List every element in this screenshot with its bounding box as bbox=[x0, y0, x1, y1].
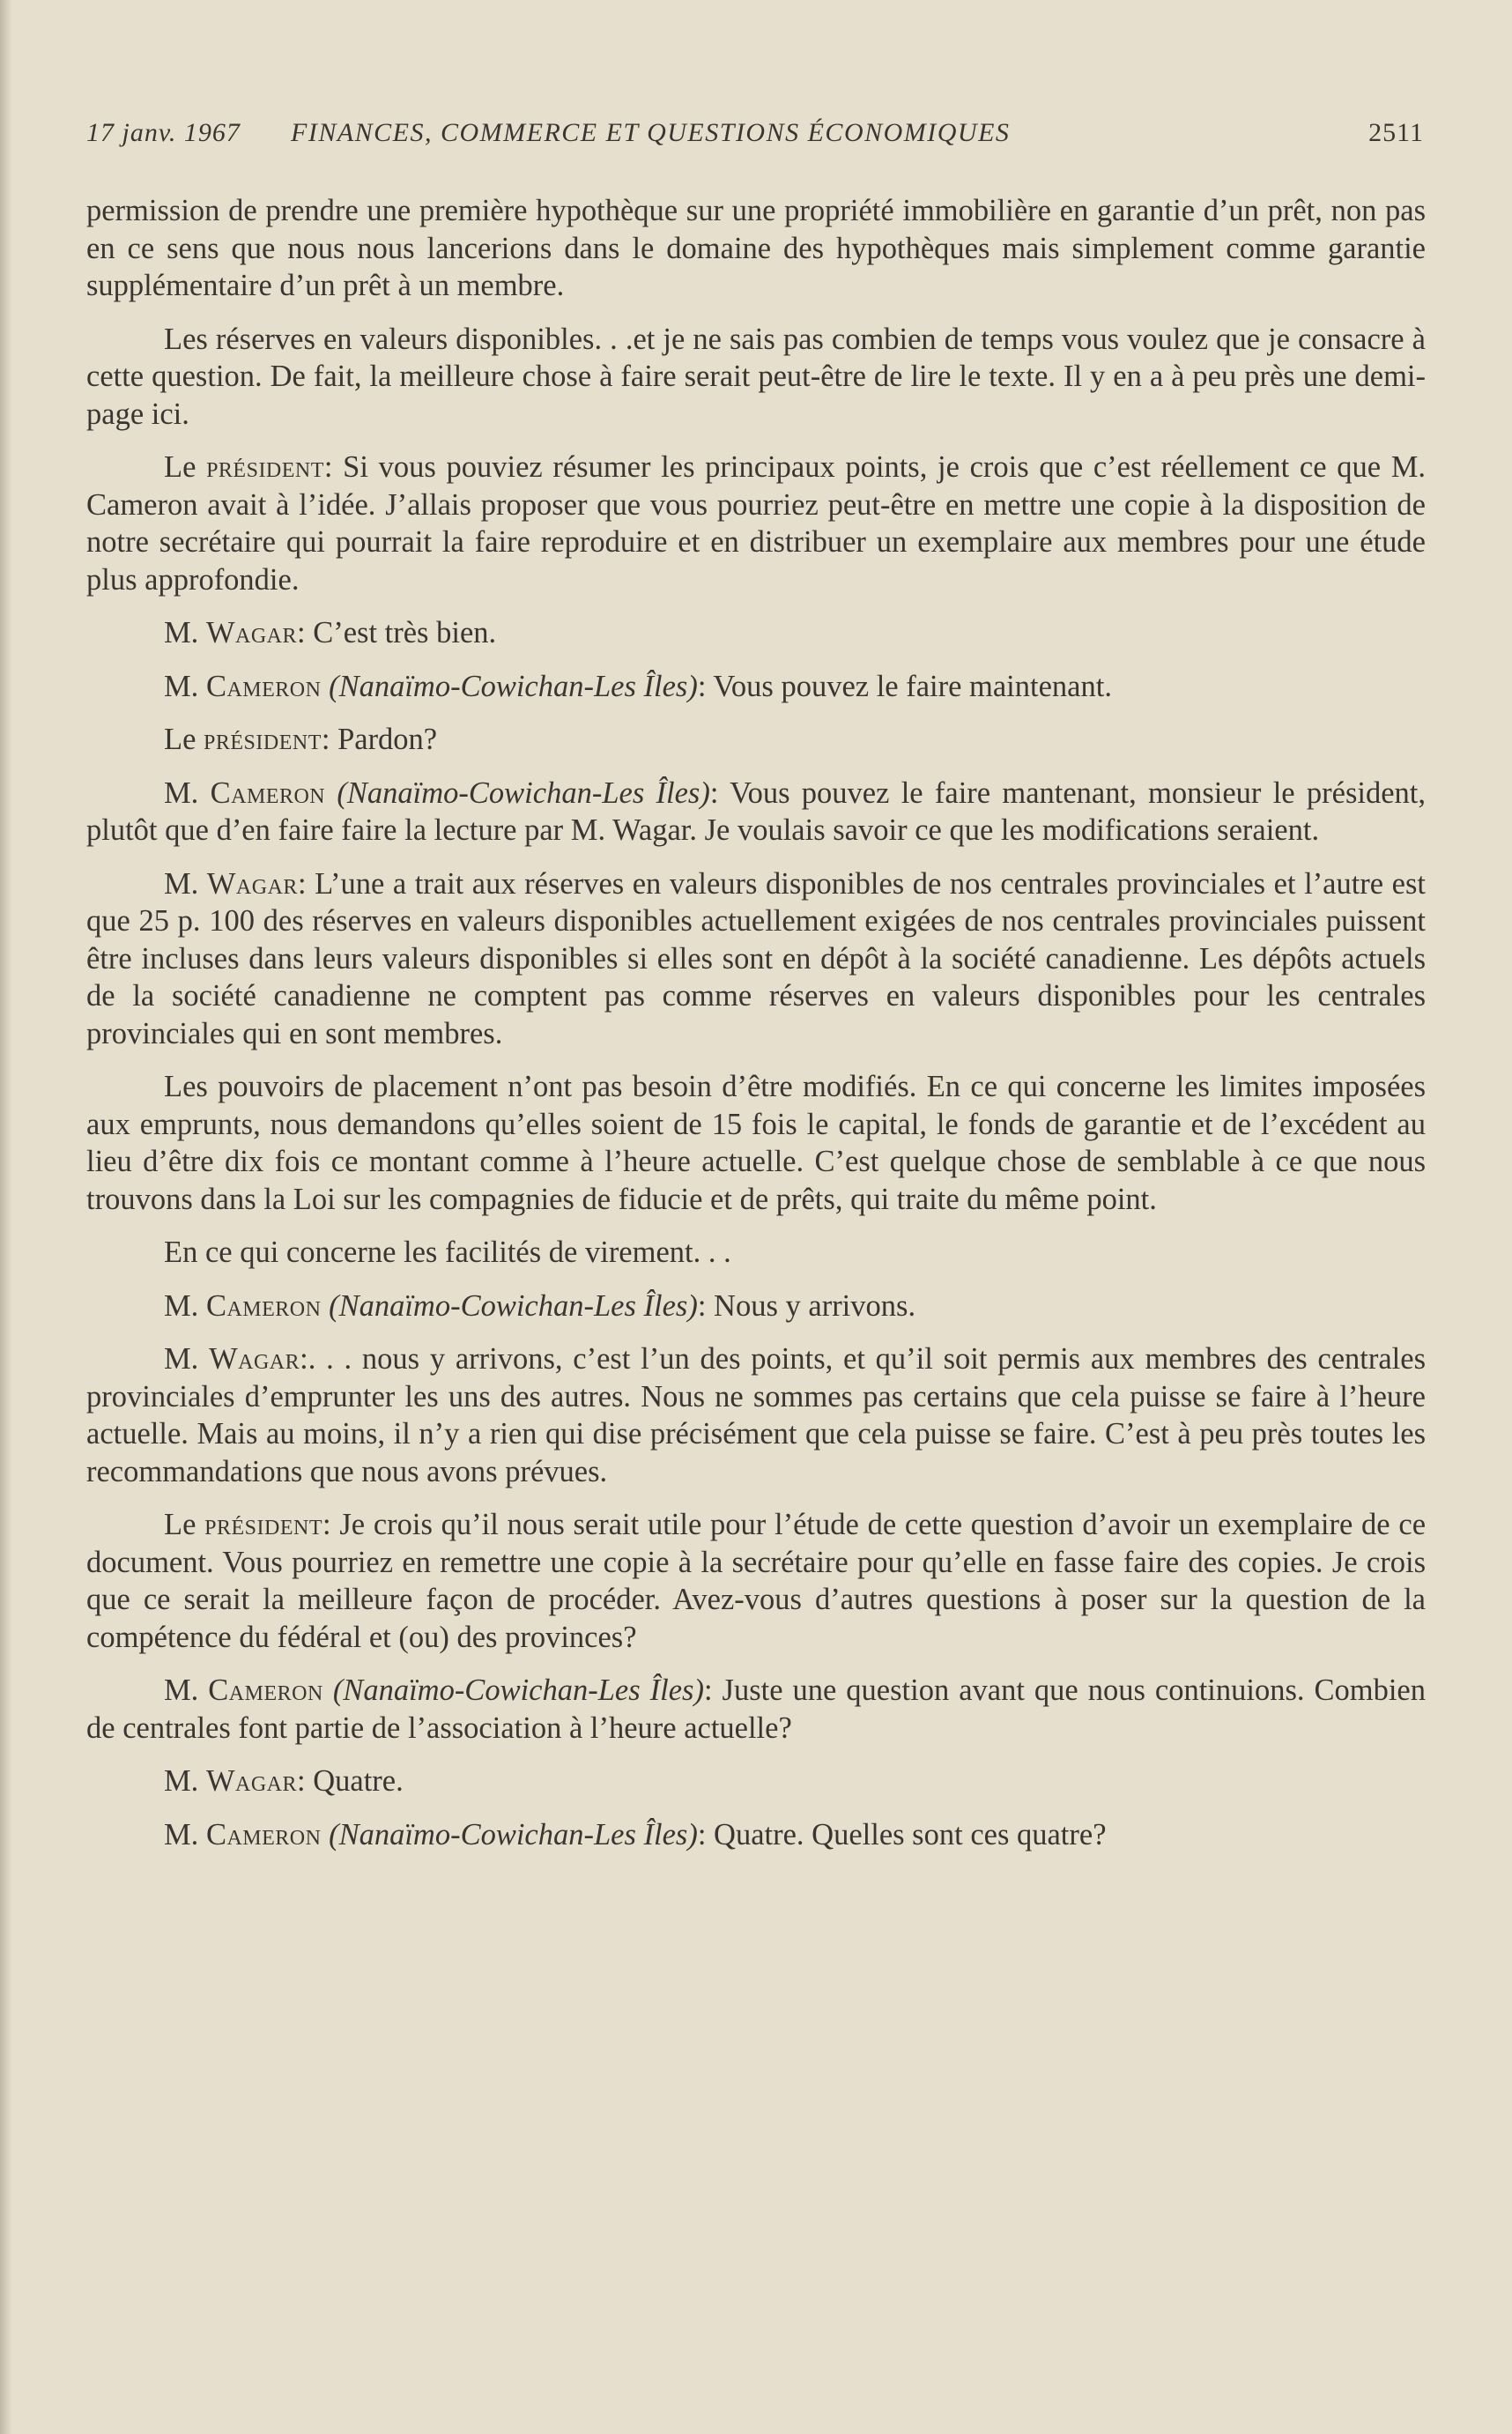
speaker-name: Wagar bbox=[209, 1342, 300, 1376]
header-date: 17 janv. 1967 bbox=[86, 118, 241, 147]
speaker-name: Wagar bbox=[205, 1764, 298, 1798]
speech-text: : Quatre. bbox=[297, 1764, 404, 1798]
speaker-name: Cameron bbox=[205, 1288, 322, 1323]
speaker-prefix: Le bbox=[164, 723, 204, 756]
speaker-prefix: M. bbox=[164, 1342, 210, 1376]
speaker-name: Cameron bbox=[205, 1817, 322, 1851]
paragraph bbox=[86, 1234, 1426, 1272]
speech-text: : Pardon? bbox=[321, 723, 438, 756]
speaker-riding: (Nanaïmo-Cowichan-Les Îles) bbox=[337, 775, 710, 810]
speech-paragraph bbox=[86, 775, 1426, 850]
speaker-riding: (Nanaïmo-Cowichan-Les Îles) bbox=[332, 1673, 704, 1707]
transcript-body bbox=[86, 192, 1426, 1869]
speaker-name: Cameron bbox=[210, 775, 326, 810]
speech-text: : Juste une question avant que nous continuions. Combien de centrales font partie de l’association à l’heure actuelle? bbox=[86, 1673, 1426, 1745]
speaker-prefix: M. bbox=[164, 669, 206, 703]
speaker-name: Wagar bbox=[205, 616, 298, 649]
speaker-prefix: M. bbox=[164, 1817, 206, 1851]
speech-paragraph bbox=[86, 614, 1426, 652]
speech-paragraph bbox=[86, 721, 1426, 759]
speaker-prefix: M. bbox=[164, 775, 211, 810]
speech-paragraph bbox=[86, 1672, 1426, 1747]
paragraph bbox=[86, 321, 1426, 434]
speech-paragraph bbox=[86, 668, 1426, 706]
speech-text: : Je crois qu’il nous serait utile pour l’étude de cette question d’avoir un exemplaire de ce document. Vous pourriez en remettre une copie à la secrétaire pour qu’elle en fasse faire des copies. Je crois que ce serait la meilleure façon de procéder. Avez-vous d’autres questions à poser sur la question de la compétence du fédéral et (ou) des provinces? bbox=[86, 1508, 1427, 1654]
speech-text: :. . . nous y arrivons, c’est l’un des points, et qu’il soit permis aux membres des centrales provinciales d’emprunter les uns des autres. Nous ne sommes pas certains que cela puisse se faire à l’heure actuelle. Mais au moins, il n’y a rien qui dise précisément que cela puisse se faire. C’est à peu près toutes les recommandations que nous avons prévues. bbox=[86, 1342, 1426, 1488]
speech-paragraph bbox=[86, 1762, 1426, 1800]
speech-paragraph bbox=[86, 449, 1426, 598]
paragraph-text: permission de prendre une première hypothèque sur une propriété immobilière en garantie d’un prêt, non pas en ce sens que nous nous lancerions dans le domaine des hypothèques mais simplement comme garantie supplémentaire d’un prêt à un membre. bbox=[86, 194, 1426, 302]
paragraph-text: En ce qui concerne les facilités de virement. . . bbox=[164, 1236, 731, 1269]
speech-text: : Quatre. Quelles sont ces quatre? bbox=[697, 1817, 1107, 1851]
paragraph-text: Les pouvoirs de placement n’ont pas besoin d’être modifiés. En ce qui concerne les limites imposées aux emprunts, nous demandons qu’elles soient de 15 fois le capital, le fonds de garantie et de l’excédent au lieu d’être dix fois ce montant comme à l’heure actuelle. C’est quelque chose de semblable à ce que nous trouvons dans la Loi sur les compagnies de fiducie et de prêts, qui traite du même point. bbox=[86, 1070, 1426, 1216]
speech-text: : Nous y arrivons. bbox=[697, 1288, 916, 1323]
speaker-name: président bbox=[204, 1508, 322, 1541]
speaker-name: Wagar bbox=[206, 866, 298, 901]
speaker-prefix: M. bbox=[164, 866, 207, 901]
paragraph bbox=[86, 1068, 1426, 1218]
speaker-name: président bbox=[204, 723, 322, 756]
speaker-riding: (Nanaïmo-Cowichan-Les Îles) bbox=[329, 1288, 698, 1323]
speaker-riding: (Nanaïmo-Cowichan-Les Îles) bbox=[329, 1817, 698, 1851]
speaker-prefix: Le bbox=[164, 450, 207, 484]
speaker-prefix: M. bbox=[164, 1673, 209, 1707]
speaker-prefix: Le bbox=[164, 1508, 205, 1541]
speaker-prefix: M. bbox=[164, 616, 206, 649]
speech-paragraph bbox=[86, 1340, 1426, 1490]
speaker-prefix: M. bbox=[164, 1288, 206, 1323]
running-header bbox=[86, 118, 1426, 157]
speech-text: : L’une a trait aux réserves en valeurs disponibles de nos centrales provinciales et l’autre est que 25 p. 100 des réserves en valeurs disponibles actuellement exigées de nos centrales provinciales puissent être incluses dans leurs valeurs disponibles si elles sont en dépôt à la société canadienne. Les dépôts actuels de la société canadienne ne comptent pas comme réserves en valeurs disponibles pour les centrales provinciales qui en sont membres. bbox=[86, 866, 1426, 1050]
speech-paragraph bbox=[86, 1287, 1426, 1325]
speech-paragraph bbox=[86, 1816, 1426, 1854]
page-number: 2511 bbox=[1368, 118, 1424, 147]
speech-text: : Vous pouvez le faire maintenant. bbox=[697, 669, 1112, 703]
speech-text: : C’est très bien. bbox=[297, 616, 497, 649]
speaker-riding: (Nanaïmo-Cowichan-Les Îles) bbox=[329, 669, 698, 703]
speaker-name: Cameron bbox=[205, 669, 322, 703]
paragraph-text: Les réserves en valeurs disponibles. . .et je ne sais pas combien de temps vous voulez que je consacre à cette question. De fait, la meilleure chose à faire serait peut-être de lire le texte. Il y en a à peu près une demi-page ici. bbox=[86, 322, 1426, 431]
speaker-prefix: M. bbox=[164, 1764, 206, 1798]
paragraph-continuation bbox=[86, 192, 1426, 305]
speaker-name: Cameron bbox=[208, 1673, 323, 1707]
speaker-name: président bbox=[206, 450, 324, 484]
speech-paragraph bbox=[86, 865, 1426, 1053]
speech-text: : Vous pouvez le faire mantenant, monsieur le président, plutôt que d’en faire faire la lecture par M. Wagar. Je voulais savoir ce que les modifications seraient. bbox=[86, 775, 1426, 847]
speech-text: : Si vous pouviez résumer les principaux points, je crois que c’est réellement ce que M. Cameron avait à l’idée. J’allais proposer que vous pourriez peut-être en mettre une copie à la disposition de notre secrétaire qui pourrait la faire reproduire et en distribuer un exemplaire aux membres pour une étude plus approfondie. bbox=[86, 450, 1426, 597]
header-running-title: FINANCES, COMMERCE ET QUESTIONS ÉCONOMIQUES bbox=[291, 118, 1011, 147]
speech-paragraph bbox=[86, 1506, 1426, 1656]
